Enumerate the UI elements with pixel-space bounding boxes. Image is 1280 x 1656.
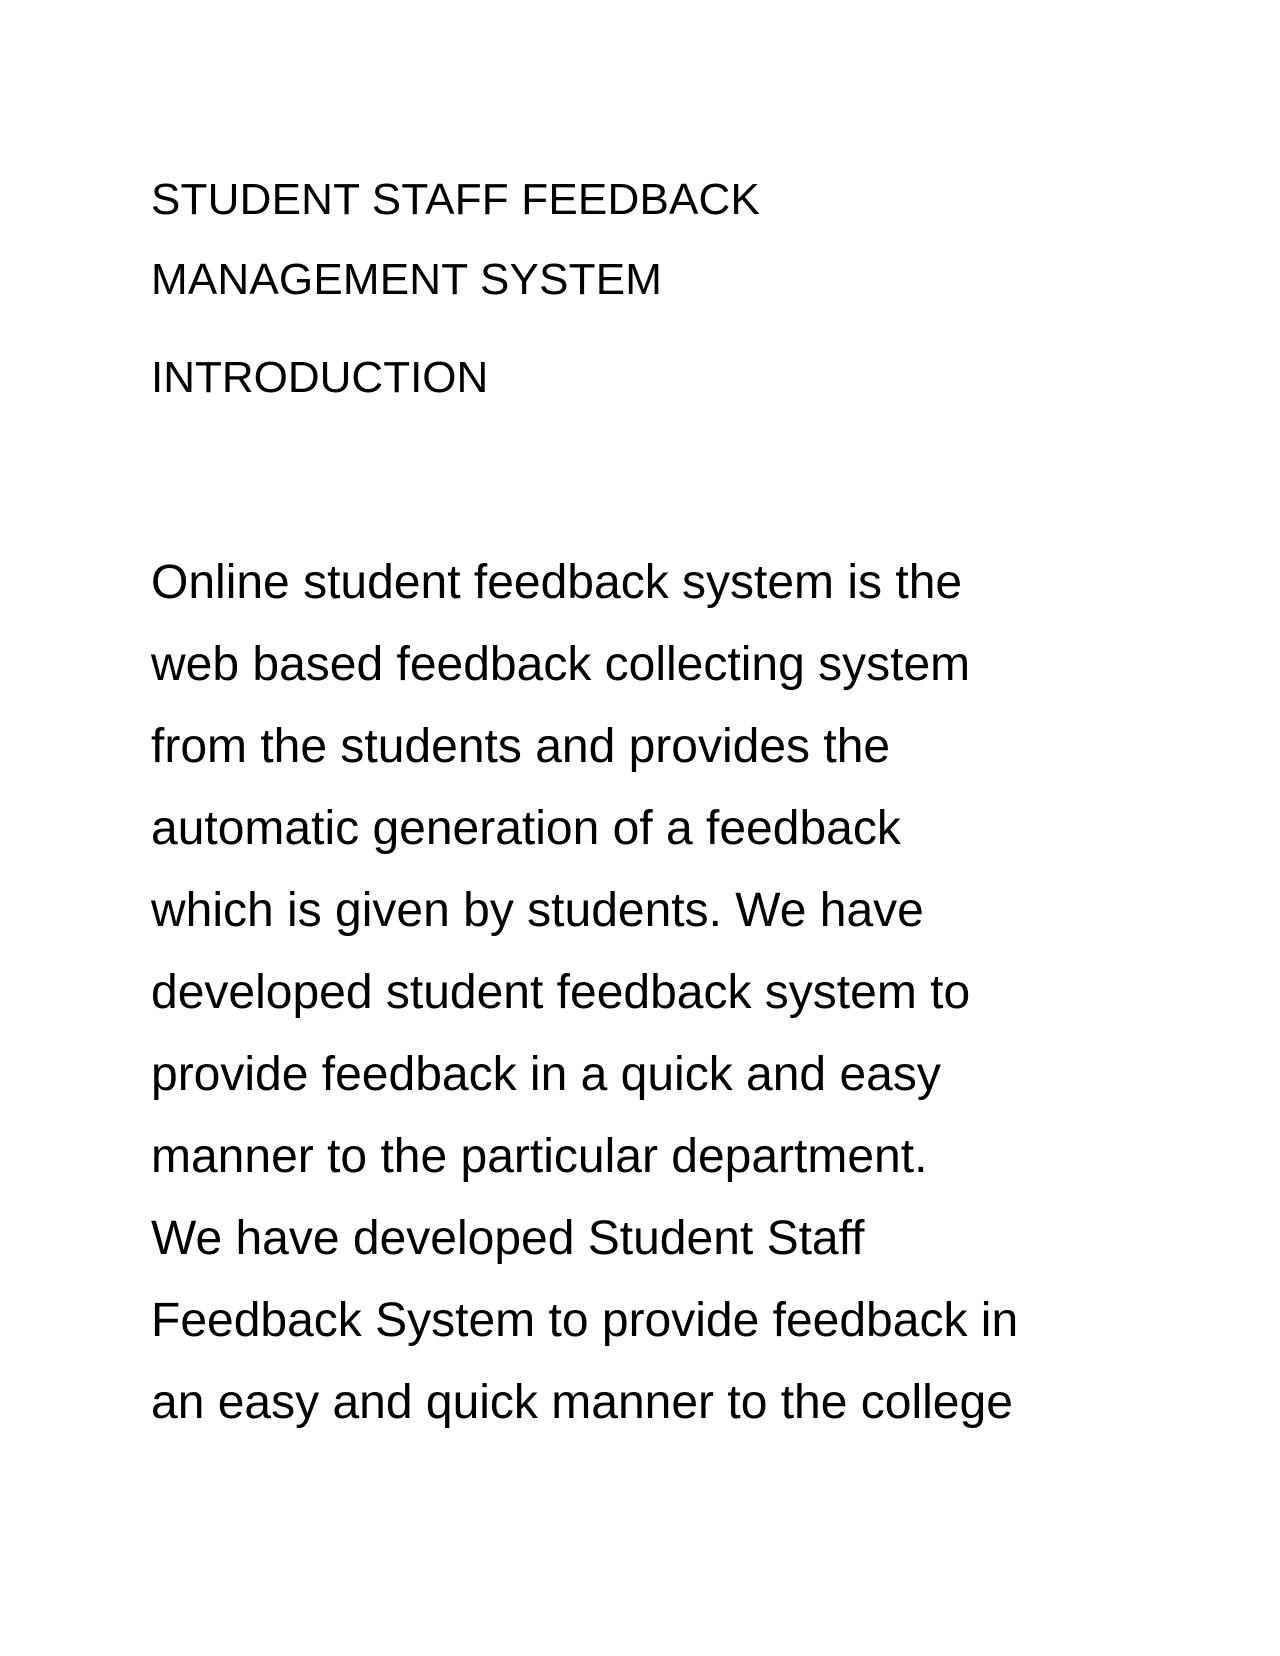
paragraph-line: an easy and quick manner to the college: [151, 1376, 1013, 1429]
paragraph-line: web based feedback collecting system: [151, 638, 971, 691]
introduction-paragraph: [151, 542, 1151, 1444]
title-line-1: STUDENT STAFF FEEDBACK: [151, 175, 761, 224]
paragraph-line: Feedback System to provide feedback in: [151, 1294, 1019, 1347]
paragraph-line: from the students and provides the: [151, 720, 891, 773]
title-line-2: MANAGEMENT SYSTEM: [151, 255, 663, 304]
document-title: [151, 160, 1131, 320]
section-heading: INTRODUCTION: [151, 353, 489, 402]
paragraph-line: Online student feedback system is the: [151, 556, 963, 609]
paragraph-line: automatic generation of a feedback: [151, 802, 901, 855]
paragraph-line: developed student feedback system to: [151, 966, 971, 1019]
paragraph-line: provide feedback in a quick and easy: [151, 1048, 941, 1101]
paragraph-line: which is given by students. We have: [151, 884, 924, 937]
paragraph-line: manner to the particular department.: [151, 1130, 928, 1183]
paragraph-line: We have developed Student Staff: [151, 1212, 865, 1265]
